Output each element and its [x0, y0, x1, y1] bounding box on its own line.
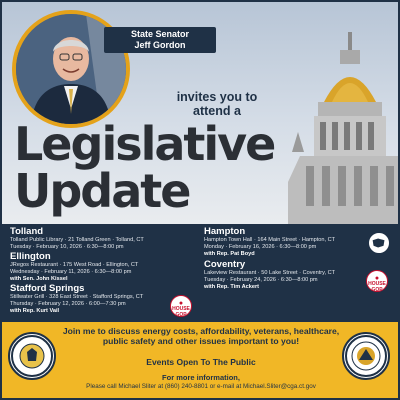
event-venue: Stillwater Grill · 328 East Street · Stafford Springs, CT: [10, 294, 144, 300]
event-town: Hampton: [204, 226, 246, 237]
senator-name-tag: [104, 27, 216, 53]
ct-state-seal-icon: [368, 232, 390, 254]
event-guest: with Rep. Kurt Vail: [10, 308, 60, 314]
event-venue: Lakeview Restaurant · 50 Lake Street · Coventry, CT: [204, 270, 336, 276]
elephant-icon: ●: [178, 300, 184, 307]
event-date: Monday · February 16, 2026 · 6:30—8:00 pm: [204, 244, 317, 250]
event-stafford-springs: [10, 284, 143, 315]
event-date: Tuesday · February 10, 2026 · 6:30—8:00 pm: [10, 244, 124, 250]
capitol-dome-icon: [288, 32, 398, 224]
info-title: For more information,: [162, 373, 240, 382]
title-line-2: Update: [14, 164, 190, 218]
footer-band: [2, 322, 398, 398]
event-town: Ellington: [10, 251, 51, 262]
event-town: Coventry: [204, 259, 246, 270]
open-to-public: Events Open To The Public: [146, 357, 256, 367]
event-hampton: [204, 227, 335, 258]
elephant-icon: ●: [374, 275, 380, 282]
event-venue: JRegos Restaurant · 175 West Road · Ellington, CT: [10, 262, 139, 268]
invites-line-2: attend a: [193, 104, 241, 118]
contact-info: Please call Michael Sliter at (860) 240-8801 or e-mail at Michael.Sliter@cga.ct.gov: [86, 383, 316, 390]
event-venue: Hampton Town Hall · 164 Main Street · Hampton, CT: [204, 237, 336, 243]
house-gop-label: HOUSE GOP: [368, 281, 386, 293]
event-date: Thursday · February 12, 2026 · 6:00—7:30 pm: [10, 301, 126, 307]
general-assembly-seal: [342, 332, 390, 380]
invites-line-1: invites you to: [176, 90, 258, 104]
general-assembly-seal-icon: [344, 334, 388, 378]
house-gop-logo: [366, 270, 388, 292]
senator-title: State Senator: [130, 29, 190, 39]
invites-text: [152, 90, 282, 118]
house-gop-logo: [170, 295, 192, 317]
events-panel: [2, 224, 398, 322]
senator-name: Jeff Gordon: [134, 40, 186, 50]
event-tolland: [10, 227, 144, 251]
event-town: Stafford Springs: [10, 283, 85, 294]
event-ellington: [10, 252, 138, 283]
join-message: Join me to discuss energy costs, affordability, veterans, healthcare, public safety and other issues important to you!: [62, 326, 340, 346]
page-title: [14, 117, 275, 218]
event-venue: Tolland Public Library · 21 Tolland Green · Tolland, CT: [10, 237, 144, 243]
senate-republicans-seal: [8, 332, 56, 380]
event-guest: with Sen. John Kissel: [10, 276, 68, 282]
event-guest: with Rep. Tim Ackert: [204, 284, 260, 290]
senate-republicans-seal-icon: [10, 334, 54, 378]
event-date: Tuesday · February 24, 2026 · 6:30—8:00 pm: [204, 277, 318, 283]
title-line-1: Legislative: [14, 117, 275, 171]
event-town: Tolland: [10, 226, 44, 237]
event-date: Wednesday · February 11, 2026 · 6:30—8:00 pm: [10, 269, 132, 275]
event-coventry: [204, 260, 335, 291]
house-gop-label: HOUSE GOP: [172, 306, 190, 318]
event-guest: with Rep. Pat Boyd: [204, 251, 255, 257]
hero-section: [2, 2, 398, 224]
